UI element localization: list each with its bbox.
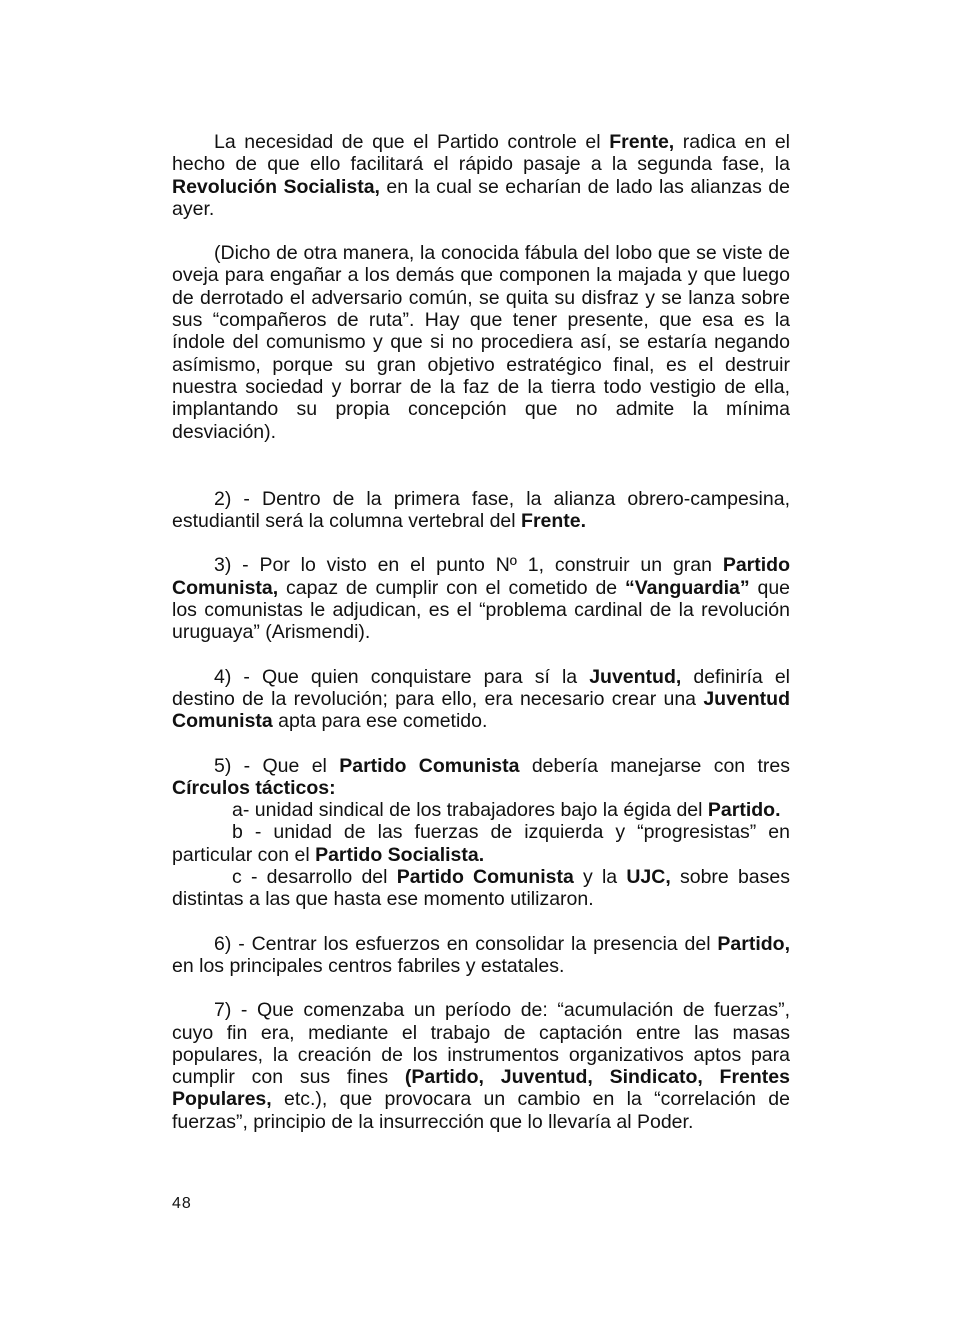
paragraph-item-4 xyxy=(172,666,790,733)
bold-run: Juventud, xyxy=(589,665,682,688)
bold-run: Partido, xyxy=(717,932,790,955)
bold-run: Partido Comunista xyxy=(339,754,520,777)
bold-run: “Vanguardia” xyxy=(625,576,750,599)
bold-run: Círculos tácticos: xyxy=(172,776,336,799)
text-run: y la xyxy=(573,866,627,889)
paragraph-fabula xyxy=(172,242,790,443)
text-run: etc.), que provocara un cambio en la “correlación de fuerzas”, principio de la insurrección que lo llevaría al Poder. xyxy=(172,1088,790,1133)
text-run: debería manejarse con tres xyxy=(519,754,790,777)
text-run: 6) - Centrar los esfuerzos en consolidar la presencia del xyxy=(214,932,718,955)
page-number: 48 xyxy=(172,1195,192,1212)
bold-run: Juventud Comunista xyxy=(172,687,790,733)
bold-run: (Partido, Juventud, Sindicato, Frentes Populares, xyxy=(172,1066,790,1111)
text-run: c - desarrollo del xyxy=(232,866,397,889)
text-run: en la cual se echarían de lado las alianzas de ayer. xyxy=(172,175,790,220)
text-run: en los principales centros fabriles y estatales. xyxy=(172,954,565,977)
paragraph-item-3 xyxy=(172,554,790,643)
bold-run: Partido Comunista, xyxy=(172,554,790,599)
text-run: (Dicho de otra manera, la conocida fábula del lobo que se viste de oveja para engañar a los demás que componen la majada y que luego de derrotado el adversario común, se quita su disfraz y se lanza sobre sus “compañeros de ruta”. Hay que tener presente, que esa es la índole del comunismo y que si no procediera así, se estaría negando asímismo, porque su gran objetivo estratégico final, es el destruir nuestra sociedad y borrar de la faz de la tierra todo vestigio de ella, implantando su propia concepción que no admite la mínima desviación). xyxy=(172,242,790,443)
text-run: radica en el hecho de que ello facilitará el rápido pasaje a la segunda fase, la xyxy=(172,131,791,176)
bold-run: Partido Comunista xyxy=(396,866,574,889)
bold-run: Frente, xyxy=(609,131,675,153)
text-run: 5) - Que el xyxy=(214,754,340,777)
bold-run: Revolución Socialista, xyxy=(172,175,380,198)
subitem-a xyxy=(172,799,790,821)
paragraph-item-6 xyxy=(172,933,790,978)
text-run: 7) - Que comenzaba un período de: “acumulación de fuerzas”, cuyo fin era, mediante el trabajo de captación entre las masas populares, la creación de los instrumentos organizativos aptos para cumplir con sus fines xyxy=(172,999,790,1089)
text-run: b - unidad de las fuerzas de izquierda y “progresistas” en particular con el xyxy=(172,821,790,866)
bold-run: Frente. xyxy=(521,510,587,533)
text-run: apta para ese cometido. xyxy=(272,710,488,733)
text-run: 3) - Por lo visto en el punto Nº 1, construir un gran xyxy=(214,554,723,577)
bold-run: Partido Socialista. xyxy=(315,843,485,866)
paragraph-item-2 xyxy=(172,488,790,533)
bold-run: Partido. xyxy=(707,799,781,822)
subitem-c xyxy=(172,866,790,911)
text-run: capaz de cumplir con el cometido de xyxy=(278,576,625,599)
text-run: a- unidad sindical de los trabajadores bajo la égida del xyxy=(232,799,708,822)
text-run: La necesidad de que el Partido controle el xyxy=(214,131,610,153)
bold-run: UJC, xyxy=(626,866,671,889)
text-run: definiría el destino de la revolución; para ello, era necesario crear una xyxy=(172,665,790,710)
text-run: sobre bases distintas a las que hasta ese momento utilizaron. xyxy=(172,866,790,911)
subitem-b xyxy=(172,821,790,866)
text-run: 4) - Que quien conquistare para sí la xyxy=(214,665,590,688)
paragraph-item-5 xyxy=(172,755,790,911)
text-run: que los comunistas le adjudican, es el “problema cardinal de la revolución uruguaya” (Arismendi). xyxy=(172,576,791,644)
page-body xyxy=(172,131,790,1133)
item-5-intro xyxy=(172,755,790,800)
paragraph-item-7 xyxy=(172,999,790,1133)
paragraph-frente-control xyxy=(172,131,790,220)
text-run: 2) - Dentro de la primera fase, la alianza obrero-campesina, estudiantil será la columna vertebral del xyxy=(172,487,790,533)
